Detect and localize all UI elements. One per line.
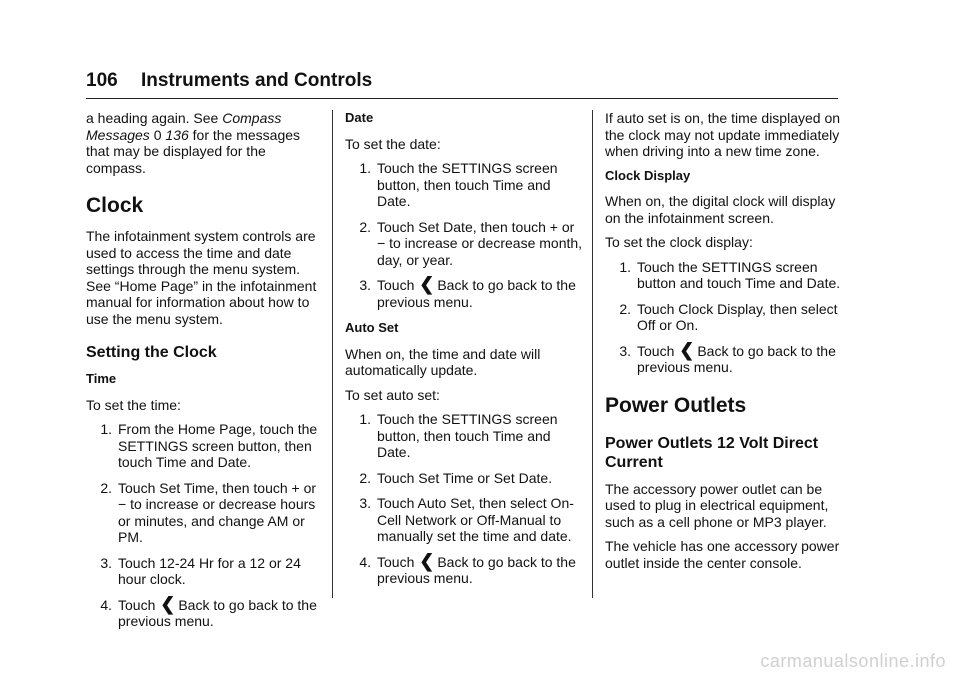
- list-item: 2. Touch Set Time, then touch + or − to increase or decrease hours or minutes, and change AM or PM.: [100, 479, 317, 545]
- list-item: 3. Touch Auto Set, then select On-Cell Network or Off-Manual to manually set the time and date.: [359, 495, 574, 544]
- list-item: 4. Touch ❮ Back to go back to the previous menu.: [359, 550, 576, 586]
- clock-paragraph: The infotainment system controls are used to access the time and date settings through the menu system. See “Home Page” in the infotainment manual for information about how to use the menu system.: [86, 228, 317, 327]
- clock-heading: Clock: [86, 194, 144, 217]
- back-chevron-icon: ❮: [160, 593, 176, 614]
- power-outlets-paragraph-1: The accessory power outlet can be used to plug in electrical equipment, such as a cell phone or MP3 player.: [605, 480, 829, 530]
- clock-display-intro: To set the clock display:: [605, 234, 753, 250]
- auto-set-note: If auto set is on, the time displayed on the clock may not update immediately when driving into a new time zone.: [605, 110, 841, 159]
- power-outlets-subheading: Power Outlets 12 Volt Direct Current: [605, 434, 819, 471]
- power-outlets-heading: Power Outlets: [605, 393, 747, 417]
- auto-set-intro: To set auto set:: [345, 386, 440, 403]
- date-heading: Date: [345, 110, 374, 125]
- page-ref-number[interactable]: 136: [165, 126, 189, 143]
- back-chevron-icon: ❮: [679, 339, 695, 360]
- column-divider: [592, 110, 593, 598]
- clock-display-heading: Clock Display: [605, 167, 691, 183]
- list-item: 2. Touch Clock Display, then select Off or On.: [619, 300, 838, 333]
- intro-text: a heading again. See: [86, 110, 219, 126]
- list-item: 3. Touch ❮ Back to go back to the previous menu.: [619, 339, 836, 375]
- auto-steps-list: [345, 411, 585, 587]
- page-number: 106: [86, 70, 118, 91]
- page-ref-arrow-icon: 0: [153, 126, 162, 143]
- list-item: 2. Touch Set Date, then touch + or − to increase or decrease month, day, or year.: [359, 218, 583, 268]
- date-intro: To set the date:: [345, 135, 441, 152]
- intro-rest: for the messages that may be displayed for the compass.: [86, 126, 301, 176]
- list-item: 1. Touch the SETTINGS screen button, then touch Time and Date.: [359, 411, 558, 460]
- setting-clock-heading: Setting the Clock: [86, 344, 217, 361]
- date-steps-list: [345, 160, 585, 310]
- section-title: Instruments and Controls: [140, 70, 373, 91]
- column-2: [345, 110, 585, 597]
- power-outlets-paragraph-2: The vehicle has one accessory power outlet inside the center console.: [605, 538, 840, 571]
- watermark: carmanualsonline.info: [760, 651, 946, 671]
- header-rule: [86, 98, 838, 99]
- list-item: 2. Touch Set Time or Set Date.: [359, 469, 553, 486]
- list-item: 1. Touch the SETTINGS screen button, then touch Time and Date.: [359, 160, 558, 209]
- time-steps-list: [86, 421, 326, 630]
- list-item: 3. Touch 12-24 Hr for a 12 or 24 hour clock.: [100, 554, 301, 587]
- compass-messages-link[interactable]: Compass Messages: [86, 110, 282, 143]
- column-divider: [332, 110, 333, 598]
- clock-display-paragraph: When on, the digital clock will display on the infotainment screen.: [605, 193, 836, 226]
- display-steps-list: [605, 259, 845, 376]
- list-item: 1. From the Home Page, touch the SETTINGS screen button, then touch Time and Date.: [100, 421, 318, 470]
- auto-set-heading: Auto Set: [345, 320, 399, 335]
- intro-paragraph: [86, 110, 326, 176]
- list-item: 3. Touch ❮ Back to go back to the previous menu.: [359, 274, 576, 310]
- auto-set-paragraph: When on, the time and date will automatically update.: [345, 345, 541, 378]
- back-chevron-icon: ❮: [419, 550, 435, 571]
- column-1: [86, 110, 326, 640]
- back-chevron-icon: ❮: [419, 274, 435, 294]
- column-3: [605, 110, 845, 579]
- list-item: 1. Touch the SETTINGS screen button and touch Time and Date.: [619, 258, 841, 291]
- page-header: [86, 70, 372, 92]
- list-item: 4. Touch ❮ Back to go back to the previous menu.: [100, 593, 317, 629]
- time-intro: To set the time:: [86, 396, 181, 413]
- time-heading: Time: [86, 371, 117, 386]
